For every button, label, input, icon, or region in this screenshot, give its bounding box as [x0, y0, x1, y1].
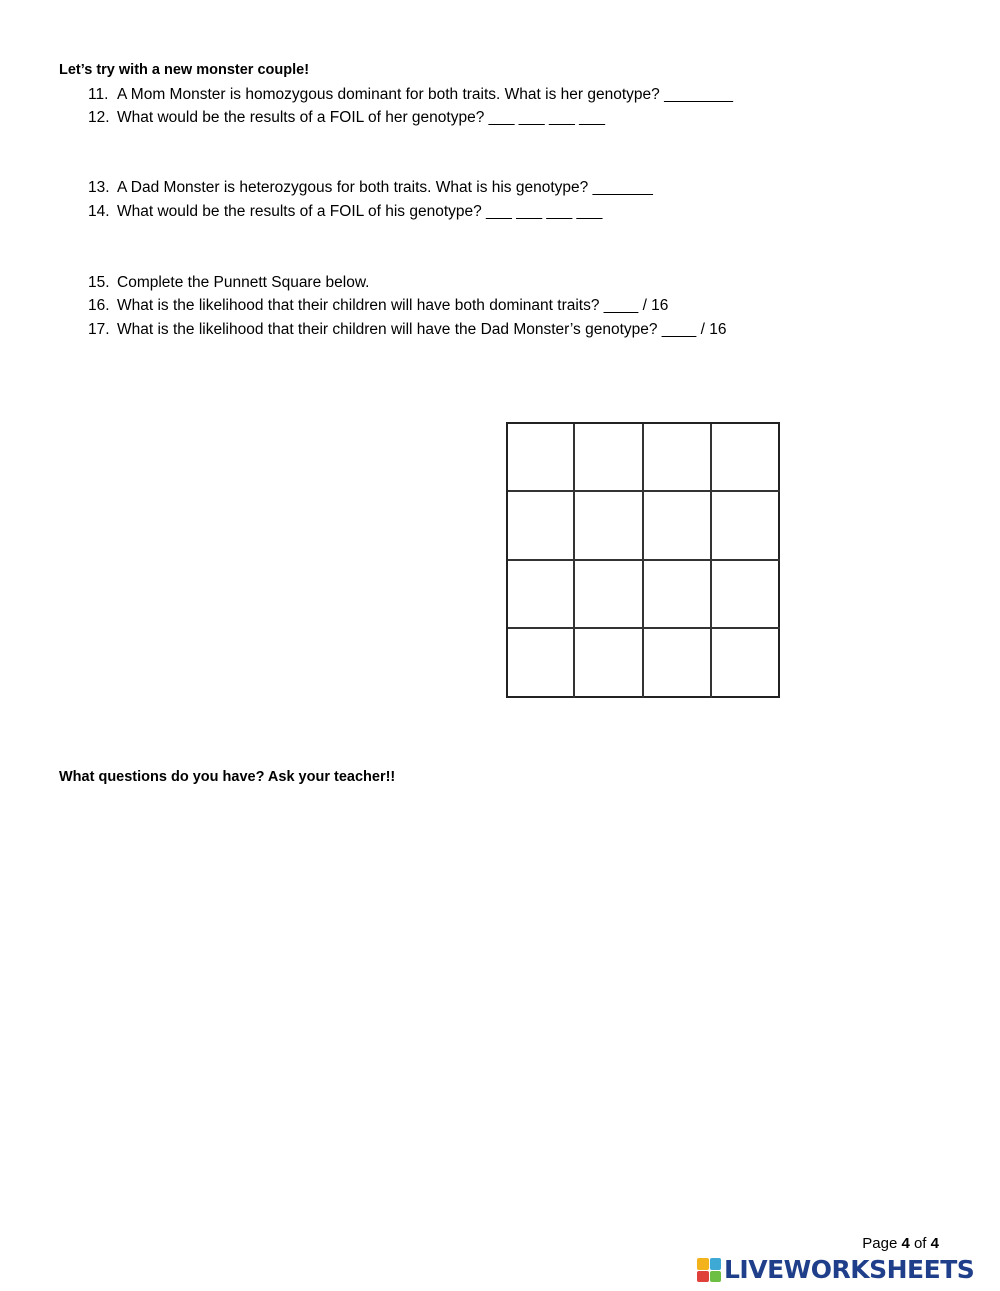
question-text: What would be the results of a FOIL of his genotype? ___ ___ ___ ___: [117, 203, 603, 220]
liveworksheets-logo: [697, 1256, 974, 1284]
question-number: 15.: [88, 274, 110, 291]
punnett-cell[interactable]: [575, 424, 644, 492]
question-17: [88, 320, 726, 340]
question-text: A Dad Monster is heterozygous for both traits. What is his genotype? _______: [117, 179, 653, 196]
punnett-cell[interactable]: [712, 424, 780, 492]
punnett-cell[interactable]: [508, 629, 575, 698]
punnett-cell[interactable]: [575, 561, 644, 629]
section-heading-monster-couple: Let’s try with a new monster couple!: [59, 62, 310, 78]
logo-blocks-icon: [697, 1258, 721, 1282]
question-16: [88, 296, 668, 316]
page-total: 4: [930, 1235, 939, 1252]
page-current: 4: [901, 1235, 910, 1252]
question-11: [88, 85, 733, 105]
page-mid: of: [909, 1235, 931, 1252]
question-text: What is the likelihood that their children will have the Dad Monster’s genotype? ____ / 16: [117, 321, 727, 338]
question-text: What would be the results of a FOIL of her genotype? ___ ___ ___ ___: [117, 109, 606, 126]
question-text: A Mom Monster is homozygous dominant for both traits. What is her genotype? ________: [117, 86, 734, 103]
punnett-cell[interactable]: [712, 629, 780, 698]
question-number: 16.: [88, 297, 110, 314]
question-number: 12.: [88, 109, 110, 126]
question-number: 13.: [88, 179, 110, 196]
punnett-cell[interactable]: [575, 492, 644, 561]
section-heading-questions: What questions do you have? Ask your teacher!!: [59, 769, 396, 785]
question-text: Complete the Punnett Square below.: [117, 274, 370, 291]
punnett-cell[interactable]: [644, 561, 712, 629]
question-12: [88, 108, 605, 128]
question-number: 14.: [88, 203, 110, 220]
punnett-cell[interactable]: [644, 424, 712, 492]
page-number: [862, 1235, 939, 1252]
punnett-cell[interactable]: [712, 561, 780, 629]
punnett-cell[interactable]: [575, 629, 644, 698]
question-13: [88, 178, 653, 198]
question-15: [88, 273, 369, 293]
question-14: [88, 202, 602, 222]
brand-name: LIVEWORKSHEETS: [724, 1255, 975, 1284]
question-text: What is the likelihood that their children will have both dominant traits? ____ / 16: [117, 297, 669, 314]
punnett-cell[interactable]: [508, 492, 575, 561]
page-prefix: Page: [862, 1235, 902, 1252]
punnett-square: [506, 422, 780, 698]
punnett-cell[interactable]: [712, 492, 780, 561]
question-number: 17.: [88, 321, 110, 338]
punnett-cell[interactable]: [508, 424, 575, 492]
question-number: 11.: [88, 86, 109, 103]
punnett-cell[interactable]: [644, 629, 712, 698]
punnett-cell[interactable]: [644, 492, 712, 561]
punnett-cell[interactable]: [508, 561, 575, 629]
